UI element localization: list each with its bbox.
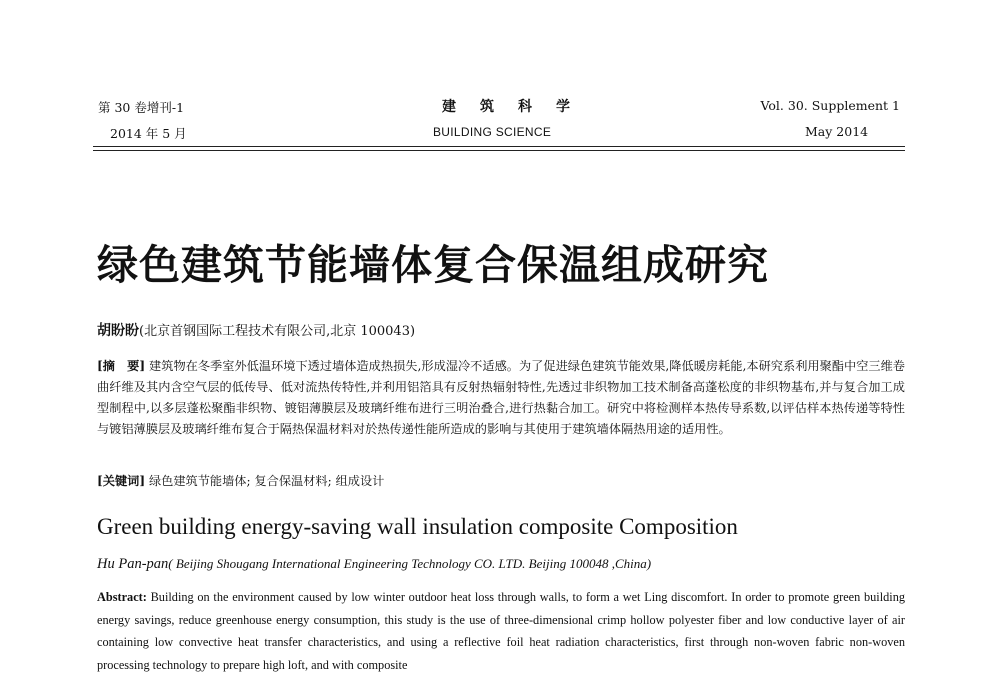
author-name-cn: 胡盼盼 <box>97 323 139 339</box>
author-line-cn <box>97 320 415 340</box>
header-rule-top <box>93 146 905 147</box>
journal-name-cn: 建筑科学 <box>442 99 594 115</box>
author-name-en: Hu Pan-pan <box>97 556 169 572</box>
affiliation-cn: (北京首钢国际工程技术有限公司,北京 100043) <box>139 324 416 339</box>
volume-cn: 第 30 卷增刊-1 <box>98 100 185 115</box>
author-line-en <box>97 556 651 573</box>
abstract-cn <box>97 356 905 440</box>
article-title-cn: 绿色建筑节能墙体复合保温组成研究 <box>97 241 769 289</box>
issue-date-cn: 2014 年 5 月 <box>110 126 187 141</box>
journal-name-en: BUILDING SCIENCE <box>433 125 552 139</box>
abstract-text-en: Building on the environment caused by low winter outdoor heat loss through walls, to form a wet Ling discomfort. In order to promote green building energy savings, reduce greenhouse energy consumption, this study is the use of three-dimensional crimp hollow polyester fiber and low conductive layer of air containing low convective heat transfer characteristics, and using a reflective foil heat radiation characteristics, first through non-woven fabric non-woven processing technology to prepare high loft, and with composite <box>97 590 905 672</box>
volume-en: Vol. 30. Supplement 1 <box>760 98 900 113</box>
keywords-label-cn: [关键词] <box>97 474 146 488</box>
abstract-label-cn: [摘 要] <box>97 359 146 373</box>
article-title-en: Green building energy-saving wall insulation composite Composition <box>97 514 738 539</box>
keywords-text-cn: 绿色建筑节能墙体; 复合保温材料; 组成设计 <box>148 474 385 488</box>
keywords-cn <box>97 472 384 489</box>
abstract-text-cn: 建筑物在冬季室外低温环境下透过墙体造成热损失,形成湿冷不适感。为了促进绿色建筑节能效果,降低暖房耗能,本研究系利用聚酯中空三维卷曲纤维及其内含空气层的低传导、低对流热传特性,并利用铝箔具有反射热辐射特性,先透过非织物加工技术制备高蓬松度的非织物基布,并与复合加工成型制程中,以多层蓬松聚酯非织物、镀铝薄膜层及玻璃纤维布进行三明治叠合,进行热黏合加工。研究中将检测样本热传导系数,以评估样本热传递等特性与镀铝薄膜层及玻璃纤维布复合于隔热保温材料对於热传递性能所造成的影响与其使用于建筑墙体隔热用途的适用性。 <box>97 359 905 436</box>
abstract-en <box>97 586 905 676</box>
abstract-label-en: Abstract: <box>97 590 147 604</box>
issue-date-en: May 2014 <box>805 124 869 139</box>
affiliation-en: ( Beijing Shougang International Engineering Technology CO. LTD. Beijing 100048 ,China) <box>168 556 652 571</box>
header-rule-bottom <box>93 150 905 151</box>
